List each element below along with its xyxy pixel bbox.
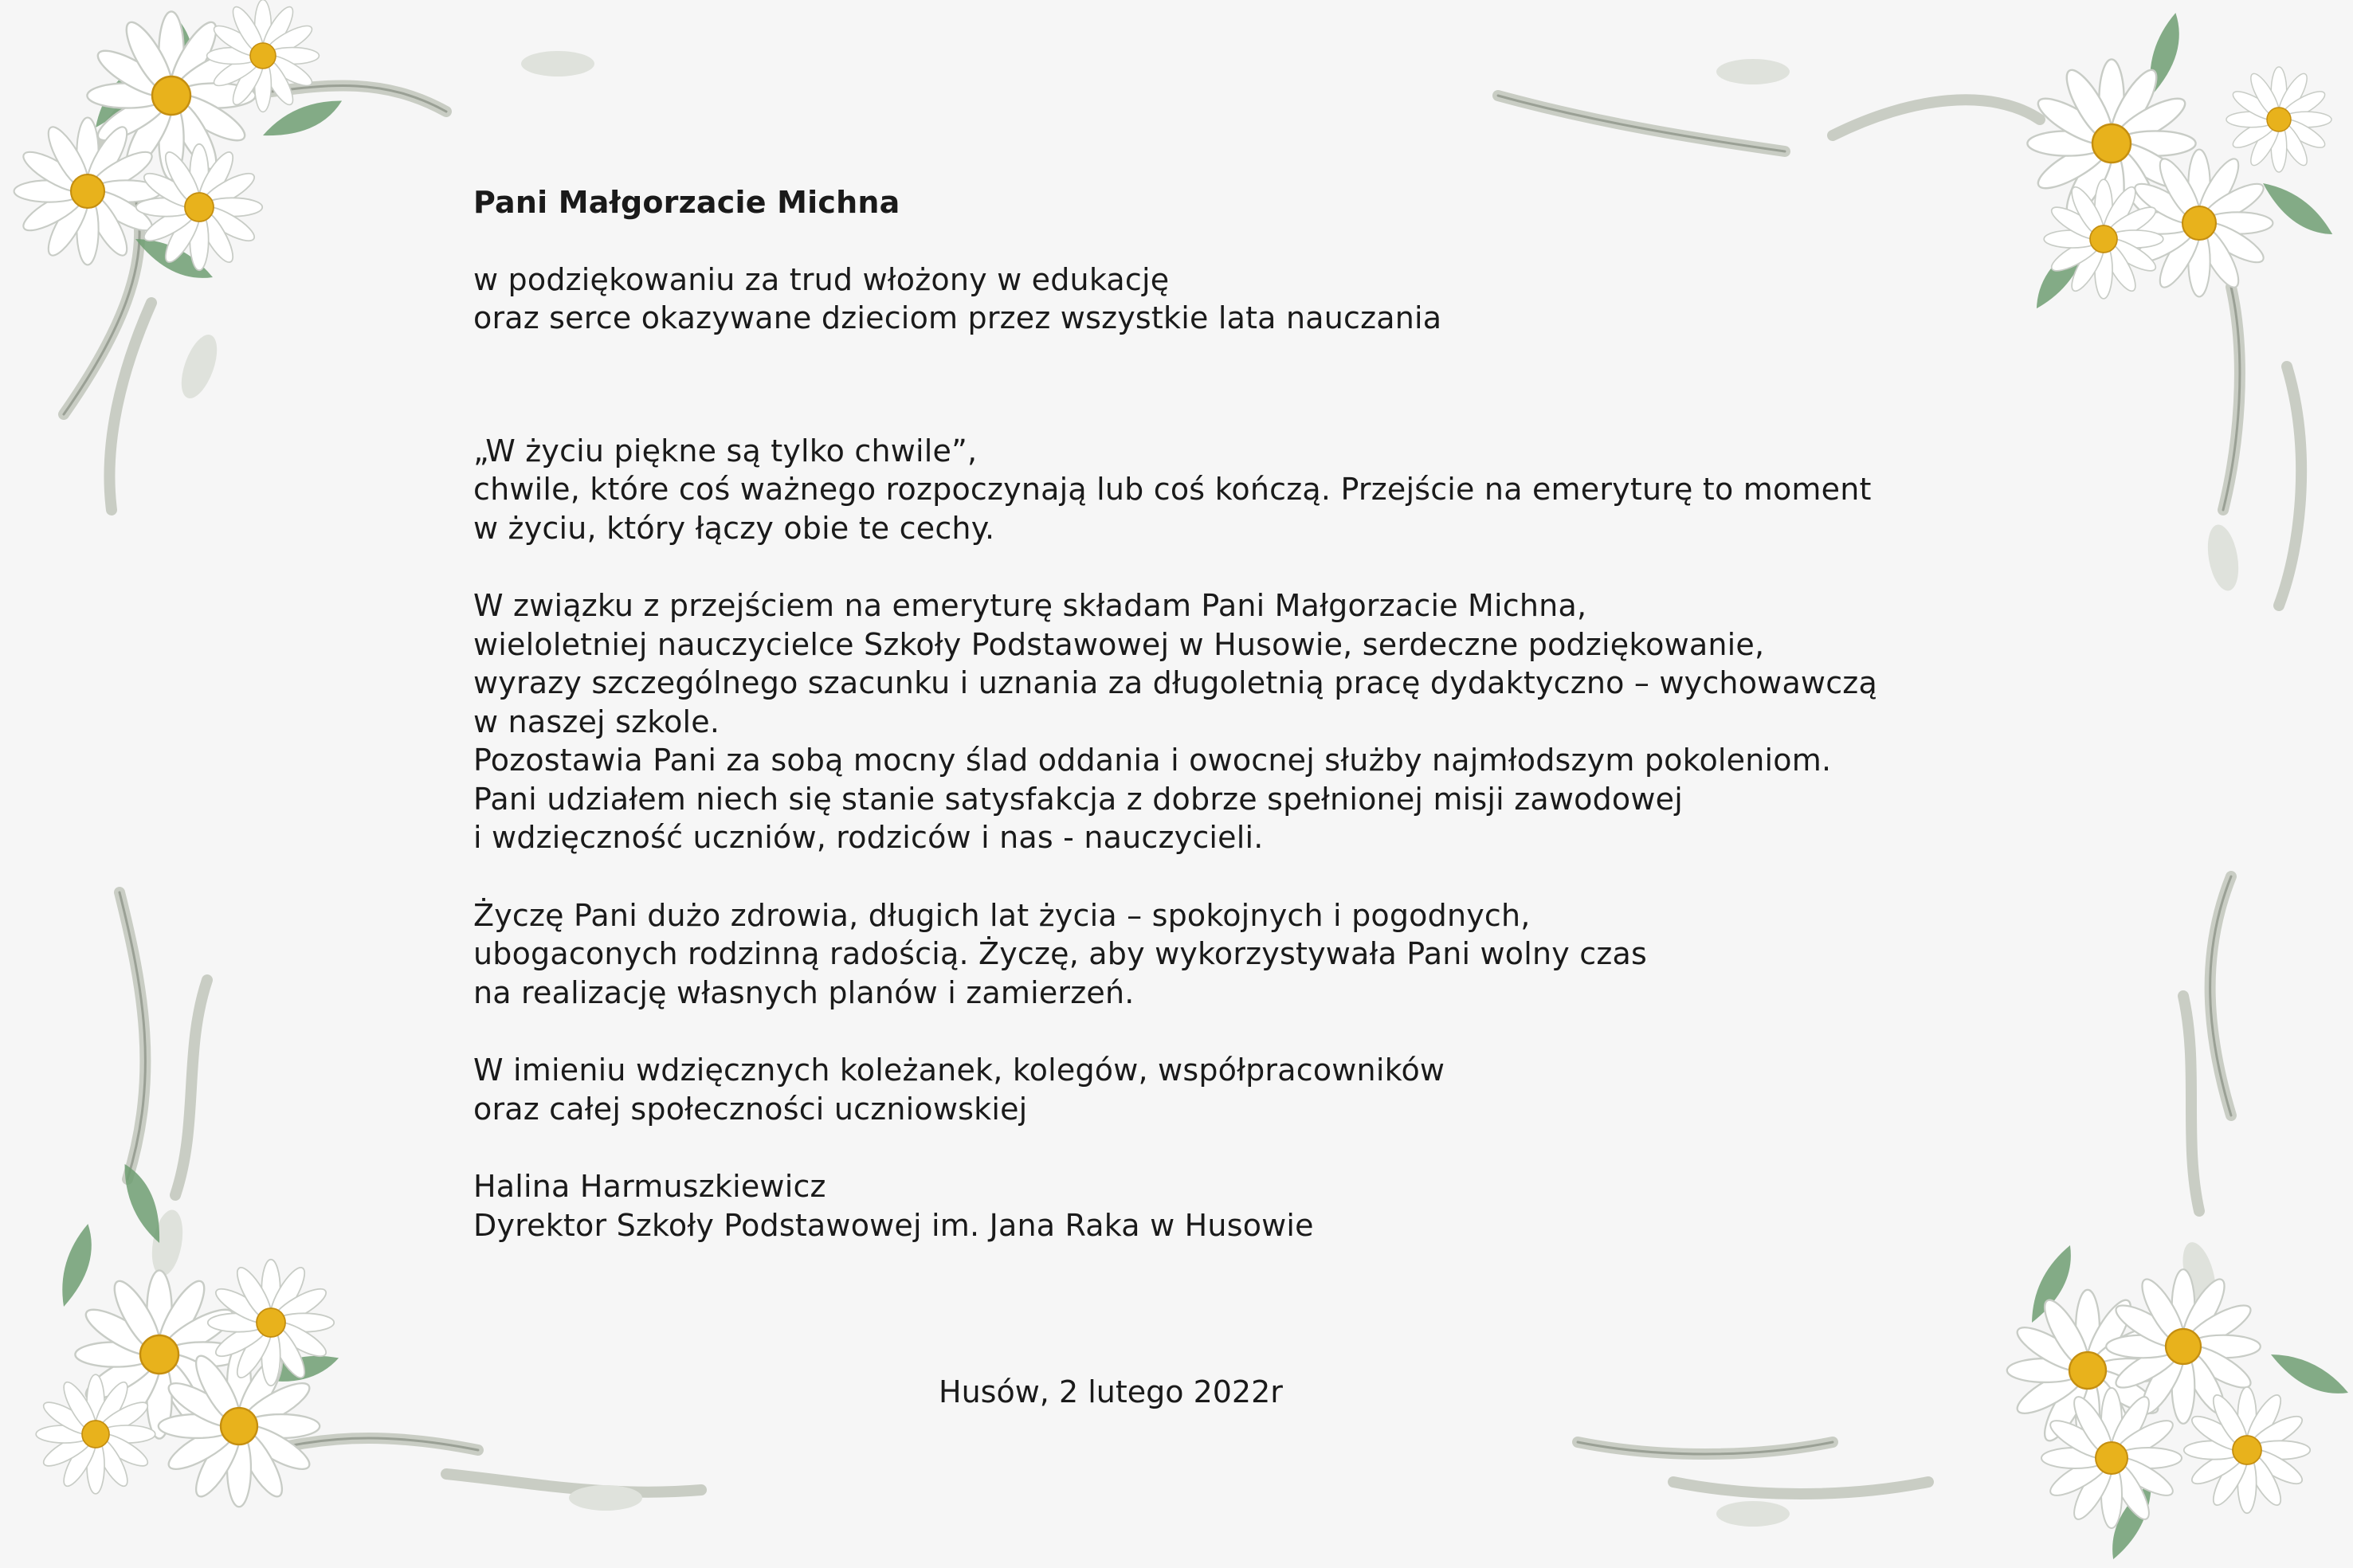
daisy-bouquet-bottom-right bbox=[2007, 1245, 2348, 1559]
daisy-bouquet-top-right bbox=[2020, 13, 2332, 308]
letter-body bbox=[473, 183, 1971, 1245]
quote-line: „W życiu piękne są tylko chwile”, bbox=[473, 433, 978, 468]
on-behalf-line: oraz całej społeczności uczniowskiej bbox=[473, 1091, 1028, 1127]
thanks-line: wyrazy szczególnego szacunku i uznania za długoletnią pracę dydaktyczno – wychowawczą bbox=[473, 665, 1877, 700]
signature-title: Dyrektor Szkoły Podstawowej im. Jana Raka w Husowie bbox=[473, 1207, 1314, 1243]
thanks-line: Pozostawia Pani za sobą mocny ślad oddania i owocnej służby najmłodszym pokoleniom. bbox=[473, 743, 1832, 778]
wishes-line: ubogaconych rodzinną radością. Życzę, aby wykorzystywała Pani wolny czas bbox=[473, 936, 1647, 971]
quote-line: w życiu, który łączy obie te cechy. bbox=[473, 510, 995, 546]
daisy-bouquet-bottom-left bbox=[33, 1164, 339, 1507]
on-behalf-line: W imieniu wdzięcznych koleżanek, kolegów, współpracowników bbox=[473, 1053, 1445, 1088]
addressee: Pani Małgorzacie Michna bbox=[473, 185, 900, 220]
daisy-bouquet-top-left bbox=[14, 0, 342, 301]
thanks-line: Pani udziałem niech się stanie satysfakcja z dobrze spełnionej misji zawodowej bbox=[473, 781, 1683, 817]
signature-name: Halina Harmuszkiewicz bbox=[473, 1169, 826, 1204]
thanks-line: W związku z przejściem na emeryturę składam Pani Małgorzacie Michna, bbox=[473, 588, 1587, 623]
quote-line: chwile, które coś ważnego rozpoczynają lub coś kończą. Przejście na emeryturę to moment bbox=[473, 472, 1872, 507]
intro-line: oraz serce okazywane dzieciom przez wszystkie lata nauczania bbox=[473, 300, 1442, 335]
thanks-line: i wdzięczność uczniów, rodziców i nas - nauczycieli. bbox=[473, 820, 1264, 855]
thanks-line: wieloletniej nauczycielce Szkoły Podstawowej w Husowie, serdeczne podziękowanie, bbox=[473, 626, 1765, 662]
place-date: Husów, 2 lutego 2022r bbox=[939, 1374, 1283, 1409]
intro-line: w podziękowaniu za trud włożony w edukację bbox=[473, 261, 1170, 297]
thanks-line: w naszej szkole. bbox=[473, 704, 720, 739]
wishes-line: na realizację własnych planów i zamierzeń. bbox=[473, 974, 1135, 1010]
wishes-line: Życzę Pani dużo zdrowia, długich lat życia – spokojnych i pogodnych, bbox=[473, 897, 1531, 933]
